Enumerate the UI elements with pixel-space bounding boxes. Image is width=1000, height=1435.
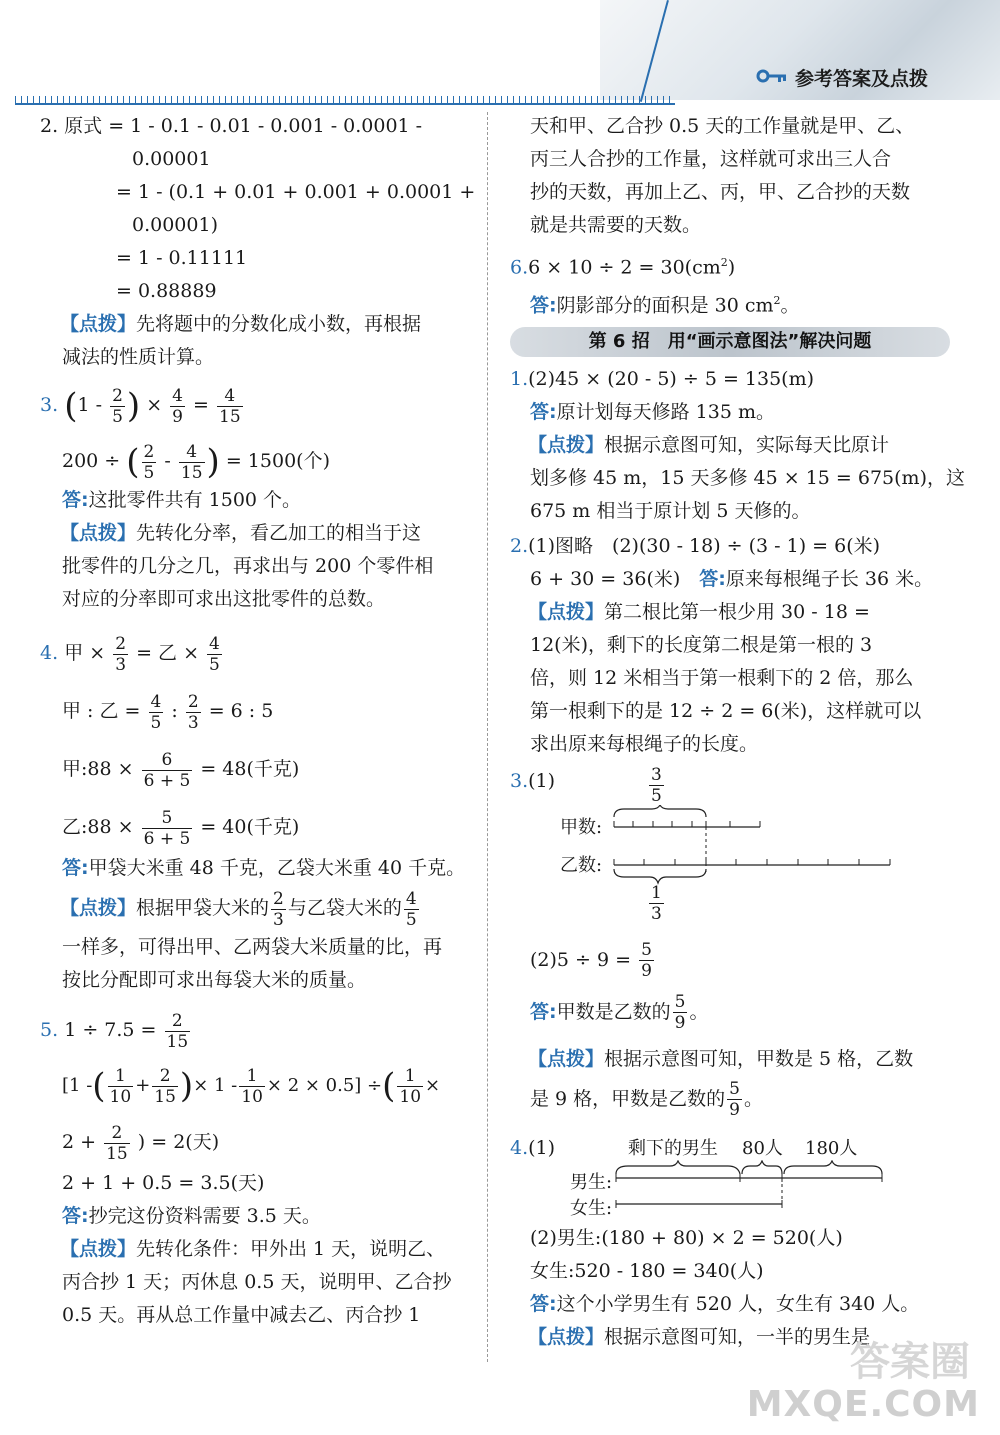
q4-number: 4. — [40, 642, 59, 664]
q2-line2: 0.00001 — [132, 148, 211, 170]
r1-answer: 原计划每天修路 135 m。 — [556, 400, 775, 423]
r4-line3: 女生:520 - 180 = 340(人) — [530, 1259, 764, 1282]
fraction: $\frac{1}{10}$ — [109, 1065, 132, 1107]
r4-tip1: 根据示意图可知，一半的男生是 — [604, 1325, 871, 1348]
fraction: $\frac{5}{9}$ — [674, 992, 686, 1034]
tip-label: 【点拨】 — [528, 433, 605, 456]
fraction: $\frac{4}{5}$ — [405, 888, 417, 930]
q4-line2: 甲 : 乙 = $\frac{4}{5}$ : $\frac{2}{3}$ = 6 : 5 — [62, 691, 274, 733]
q5-line3: 2 + $\frac{2}{15}$ ) = 2(天) — [62, 1122, 220, 1164]
r1-tip2: 划多修 45 m，15 天多修 45 × 15 = 675(m)，这 — [530, 466, 965, 489]
r4-diagram-block: 4.(1) 剩下的男生 80人 180人 男生: 女生: — [510, 1132, 950, 1222]
q3-text: = — [193, 394, 209, 416]
q5-tip3: 0.5 天。再从总工作量中减去乙、丙合抄 1 — [62, 1304, 421, 1326]
q4-line4: 乙:88 × $\frac{5}{6 + 5}$ = 40(千克) — [62, 807, 300, 849]
cont-line4: 就是共需要的天数。 — [530, 214, 702, 236]
q3-number: 3. — [40, 394, 59, 416]
r6-answer-line: 答:阴影部分的面积是 30 $cm^2$。 — [530, 294, 800, 317]
q3-tip2: 批零件的几分之几，再求出与 200 个零件相 — [62, 555, 434, 577]
q2-line5: = 1 - 0.11111 — [116, 247, 248, 269]
fraction: $\frac{2}{3}$ — [115, 633, 127, 675]
fraction: $\frac{2}{3}$ — [273, 888, 284, 930]
q4-line3: 甲:88 × $\frac{6}{6 + 5}$ = 48(千克) — [62, 749, 300, 791]
header-title: 参考答案及点拨 — [795, 68, 929, 90]
diagram-fraction-bottom: $\frac{1}{3}$ — [651, 882, 662, 924]
answer-label: 答: — [530, 294, 557, 317]
q5-line1: 5. 1 ÷ 7.5 = $\frac{2}{15}$ — [40, 1010, 189, 1052]
boy-label: 男生: — [570, 1171, 613, 1193]
r2-tip2: 12(米)，剩下的长度第二根是第一根的 3 — [530, 633, 873, 656]
r2-line1: 2.(1)图略 (2)(30 - 18) ÷ (3 - 1) = 6(米) — [510, 534, 881, 557]
fraction: $\frac{1}{10}$ — [241, 1065, 263, 1107]
diagram-fraction-top: $\frac{3}{5}$ — [651, 764, 662, 806]
q4-line1: 4. 甲 × $\frac{2}{3}$ = 乙 × $\frac{4}{5}$ — [40, 633, 220, 675]
q2-line3: = 1 - (0.1 + 0.01 + 0.001 + 0.0001 + — [116, 181, 476, 203]
q5-answer: 抄完这份资料需要 3.5 天。 — [88, 1205, 321, 1227]
watermark-en: MXQE.COM — [746, 1384, 980, 1425]
section-banner: 第 6 招 用“画示意图法”解决问题 — [510, 327, 950, 357]
q3-tip1: 先转化分率，看乙加工的相当于这 — [136, 522, 422, 544]
q3-text: 1 - — [77, 394, 103, 416]
answer-label: 答: — [62, 857, 89, 879]
r3-tip1: 根据示意图可知，甲数是 5 格，乙数 — [604, 1047, 914, 1070]
q2-tip1: 先将题中的分数化成小数，再根据 — [136, 313, 422, 335]
r2-line2: 6 + 30 = 36(米) 答:原来每根绳子长 36 米。 — [530, 567, 934, 590]
r2-tip1: 第二根比第一根少用 30 - 18 = — [604, 600, 870, 623]
q5-number: 5. — [40, 1019, 59, 1041]
q4-answer: 甲袋大米重 48 千克，乙袋大米重 40 千克。 — [88, 857, 466, 879]
fraction: $\frac{4}{5}$ — [150, 691, 162, 733]
fraction: $\frac{2}{15}$ — [154, 1065, 176, 1107]
r3-diagram-block: 3.(1) $\frac{3}{5}$ 甲数: 乙数: $\frac{1}{3}$ — [510, 765, 950, 925]
fraction: $\frac{2}{15}$ — [106, 1122, 128, 1164]
r4-line2: (2)男生:(180 + 80) × 2 = 520(人) — [530, 1226, 843, 1249]
jia-label: 甲数: — [560, 816, 603, 838]
r4-answer: 这个小学男生有 520 人，女生有 340 人。 — [556, 1292, 920, 1315]
right-column — [510, 110, 965, 1354]
q2-line4: 0.00001) — [132, 214, 218, 236]
fraction: $\frac{4}{15}$ — [219, 385, 241, 427]
r3-answer-line: 答:甲数是乙数的 $\frac{5}{9}$ 。 — [530, 992, 709, 1034]
diagram-label-80: 80人 — [742, 1137, 783, 1159]
fraction: $\frac{2}{5}$ — [143, 441, 155, 483]
q4-tip1: 【点拨】根据甲袋大米的 $\frac{2}{3}$ 与乙袋大米的 $\frac{4}{5}$ — [60, 888, 417, 930]
column-separator — [487, 112, 488, 1362]
q5-line2: [1 -( $\frac{1}{10}$ + $\frac{2}{15}$ )× 1 - $\frac{1}{10}$ × 2 × 0.5] ÷( $\frac{1}{10}$ × — [62, 1065, 441, 1107]
q2-tip2: 减法的性质计算。 — [62, 346, 215, 368]
r3-line2: (2)5 ÷ 9 = $\frac{5}{9}$ — [530, 940, 652, 982]
q3-tip3: 对应的分率即可求出这批零件的总数。 — [62, 588, 386, 610]
key-icon — [756, 68, 788, 84]
q2-line1: 2. 原式 = 1 - 0.1 - 0.01 - 0.001 - 0.0001 - — [40, 115, 423, 137]
q3-line2: 200 ÷ ( $\frac{2}{5}$ - $\frac{4}{15}$ ) = 1500(个) — [62, 441, 330, 483]
gender-segment-diagram — [610, 1160, 890, 1220]
r2-tip4: 第一根剩下的是 12 ÷ 2 = 6(米)，这样就可以 — [530, 699, 922, 722]
fraction: $\frac{5}{6 + 5}$ — [143, 807, 191, 849]
watermark-cn: 答案圈 — [850, 1339, 970, 1385]
q4-tip2: 一样多，可得出甲、乙两袋大米质量的比，再 — [62, 936, 443, 958]
fraction: $\frac{1}{10}$ — [399, 1065, 422, 1107]
yi-label: 乙数: — [560, 854, 603, 876]
diagram-label-remaining: 剩下的男生 — [628, 1137, 718, 1159]
r2-tip5: 求出原来每根绳子的长度。 — [530, 732, 759, 755]
answer-label: 答: — [62, 489, 89, 511]
tip-label: 【点拨】 — [528, 600, 605, 623]
tip-label: 【点拨】 — [60, 1238, 137, 1260]
left-column — [40, 110, 480, 1332]
r6-line1: $6.6 \times 10 \div 2 = 30(cm^2)$ — [510, 256, 736, 279]
tip-label: 【点拨】 — [60, 522, 137, 544]
tip-label: 【点拨】 — [60, 897, 137, 919]
fraction: $\frac{5}{9}$ — [641, 940, 652, 982]
r3-tip2: 是 9 格，甲数是乙数的 $\frac{5}{9}$ 。 — [530, 1079, 764, 1121]
answer-label: 答: — [530, 1292, 557, 1315]
fraction: $\frac{4}{5}$ — [209, 633, 220, 675]
fraction: $\frac{4}{15}$ — [180, 441, 203, 483]
fraction: $\frac{2}{15}$ — [166, 1010, 189, 1052]
fraction: $\frac{2}{5}$ — [112, 385, 123, 427]
fraction: $\frac{5}{9}$ — [729, 1079, 740, 1121]
fraction: $\frac{2}{3}$ — [187, 691, 199, 733]
r2-tip3: 倍，则 12 米相当于第一根剩下的 2 倍，那么 — [530, 666, 914, 689]
tip-label: 【点拨】 — [60, 313, 137, 335]
fraction: $\frac{6}{6 + 5}$ — [143, 749, 191, 791]
r1-line1: 1.(2)45 × (20 - 5) ÷ 5 = 135(m) — [510, 367, 815, 390]
q5-line4: 2 + 1 + 0.5 = 3.5(天) — [62, 1172, 265, 1194]
answer-label: 答: — [699, 567, 726, 590]
girl-label: 女生: — [570, 1197, 613, 1219]
cont-line1: 天和甲、乙合抄 0.5 天的工作量就是甲、乙、 — [530, 115, 915, 137]
answer-label: 答: — [62, 1205, 89, 1227]
answer-label: 答: — [530, 1000, 557, 1023]
cont-line2: 丙三人合抄的工作量，这样就可求出三人合 — [530, 148, 892, 170]
q2-line6: = 0.88889 — [116, 280, 217, 302]
r1-tip3: 675 m 相当于原计划 5 天修的。 — [530, 499, 811, 522]
q5-tip1: 先转化条件：甲外出 1 天，说明乙、 — [136, 1238, 446, 1260]
q6-number: 6. — [510, 256, 529, 279]
q3-answer: 这批零件共有 1500 个。 — [88, 489, 302, 511]
q5-tip2: 丙合抄 1 天；丙休息 0.5 天，说明甲、乙合抄 — [62, 1271, 452, 1293]
tip-label: 【点拨】 — [528, 1325, 605, 1348]
segment-diagram — [610, 805, 900, 885]
fraction: $\frac{4}{9}$ — [172, 385, 183, 427]
header-rule — [15, 103, 675, 105]
q3-text: × — [146, 394, 163, 416]
tip-label: 【点拨】 — [528, 1047, 605, 1070]
q4-tip3: 按比分配即可求出每袋大米的质量。 — [62, 969, 367, 991]
answer-label: 答: — [530, 400, 557, 423]
r1-tip1: 根据示意图可知，实际每天比原计 — [604, 433, 890, 456]
diagram-label-180: 180人 — [805, 1137, 858, 1159]
q3-line1: 3. (1 - $\frac{2}{5}$ ) × $\frac{4}{9}$ = $\frac{4}{15}$ — [40, 385, 241, 427]
cont-line3: 抄的天数，再加上乙、丙，甲、乙合抄的天数 — [530, 181, 911, 203]
